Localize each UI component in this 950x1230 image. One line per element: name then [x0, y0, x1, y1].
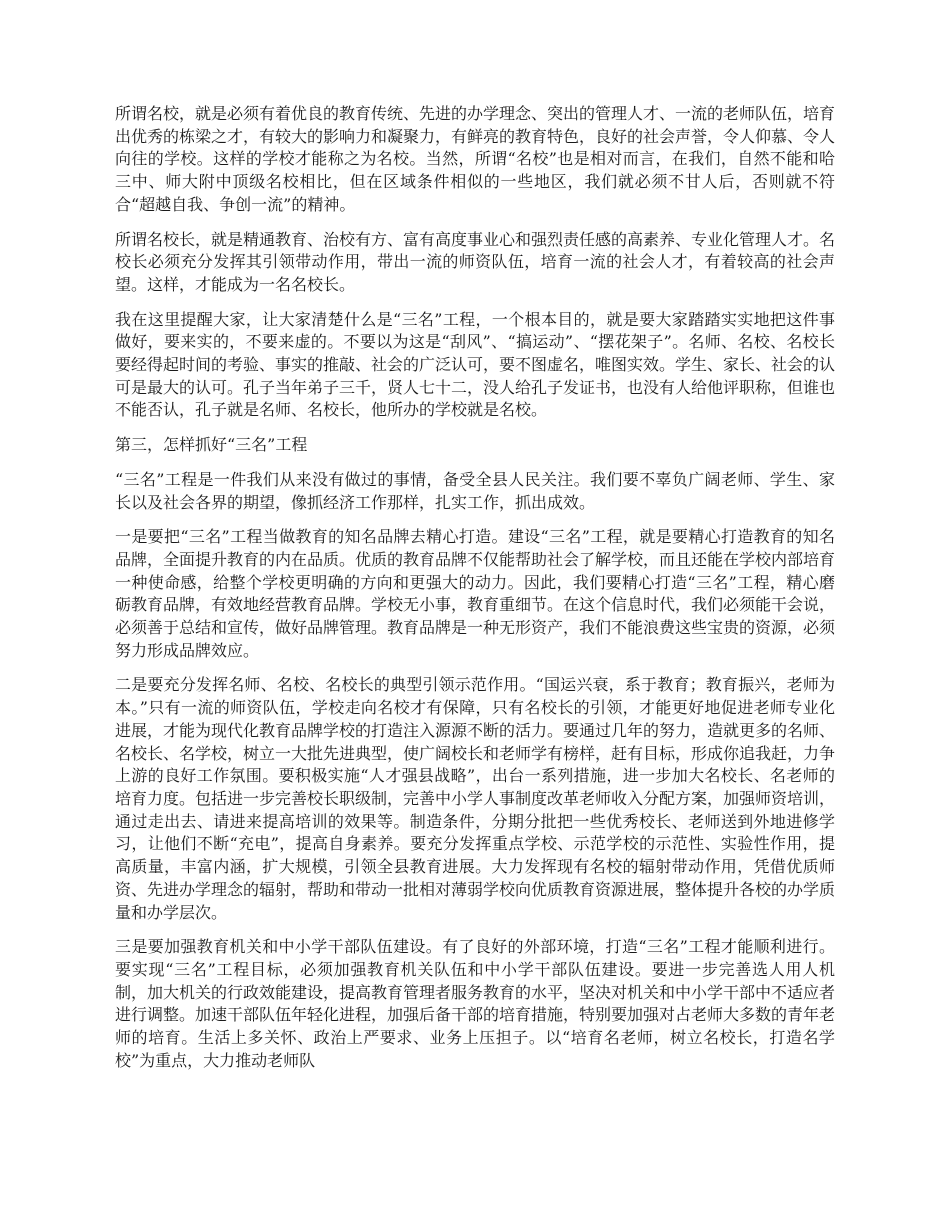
paragraph: 所谓名校长，就是精通教育、治校有方、富有高度事业心和强烈责任感的高素养、专业化管理人才。名校长必须充分发挥其引领带动作用，带出一流的师资队伍，培育一流的社会人才，有着较高的社会声望。这样，才能成为一名名校长。 [115, 229, 836, 294]
document-body [115, 103, 835, 1084]
paragraph: 所谓名校，就是必须有着优良的教育传统、先进的办学理念、突出的管理人才、一流的老师队伍，培育出优秀的栋梁之才，有较大的影响力和凝聚力，有鲜亮的教育特色，良好的社会声誉，令人仰慕、令人向往的学校。这样的学校才能称之为名校。当然，所谓“名校”也是相对而言，在我们，自然不能和哈三中、师大附中顶级名校相比，但在区域条件相似的一些地区，我们就必须不甘人后，否则就不符合“超越自我、争创一流”的精神。 [115, 104, 836, 214]
paragraph: 二是要充分发挥名师、名校、名校长的典型引领示范作用。“国运兴衰，系于教育；教育振兴，老师为本。”只有一流的师资队伍，学校走向名校才有保障，只有名校长的引领，才能更好地促进老师专业化进展，才能为现代化教育品牌学校的打造注入源源不断的活力。要通过几年的努力，造就更多的名师、名校长、名学校，树立一大批先进典型，使广阔校长和老师学有榜样，赶有目标，形成你追我赶，力争上游的良好工作氛围。要积极实施“人才强县战略”，出台一系列措施，进一步加大名校长、名老师的培育力度。包括进一步完善校长职级制，完善中小学人事制度改革老师收入分配方案，加强师资培训，通过走出去、请进来提高培训的效果等。制造条件，分期分批把一些优秀校长、老师送到外地进修学习，让他们不断“充电”，提高自身素养。要充分发挥重点学校、示范学校的示范性、实验性作用，提高质量，丰富内涵，扩大规模，引领全县教育进展。大力发挥现有名校的辐射带动作用，凭借优质师资、先进办学理念的辐射，帮助和带动一批相对薄弱学校向优质教育资源进展，整体提升各校的办学质量和办学层次。 [115, 675, 836, 922]
paragraph: 我在这里提醒大家，让大家清楚什么是“三名”工程，一个根本目的，就是要大家踏踏实实地把这件事做好，要来实的，不要来虚的。不要以为这是“刮风”、“搞运动”、“摆花架子”。名师、名校、名校长要经得起时间的考验、事实的推敲、社会的广泛认可，要不图虚名，唯图实效。学生、家长、社会的认可是最大的认可。孔子当年弟子三千，贤人七十二，没人给孔子发证书，也没有人给他评职称，但谁也不能否认，孔子就是名师、名校长，他所办的学校就是名校。 [115, 309, 836, 420]
paragraph: “三名”工程是一件我们从来没有做过的事情，备受全县人民关注。我们要不辜负广阔老师、学生、家长以及社会各界的期望，像抓经济工作那样，扎实工作，抓出成效。 [115, 469, 835, 512]
paragraph: 三是要加强教育机关和中小学干部队伍建设。有了良好的外部环境，打造“三名”工程才能顺利进行。要实现“三名”工程目标，必须加强教育机关队伍和中小学干部队伍建设。要进一步完善选人用人机制，加大机关的行政效能建设，提高教育管理者服务教育的水平，坚决对机关和中小学干部中不适应者进行调整。加速干部队伍年轻化进程，加强后备干部的培育措施，特别要加强对占老师大多数的青年老师的培育。生活上多关怀、政治上严要求、业务上压担子。以“培育名老师，树立名校长，打造名学校”为重点，大力推动老师队 [115, 937, 836, 1070]
paragraph: 一是要把“三名”工程当做教育的知名品牌去精心打造。建设“三名”工程，就是要精心打造教育的知名品牌，全面提升教育的内在品质。优质的教育品牌不仅能帮助社会了解学校，而且还能在学校内部培育一种使命感，给整个学校更明确的方向和更强大的动力。因此，我们要精心打造“三名”工程，精心磨砺教育品牌，有效地经营教育品牌。学校无小事，教育重细节。在这个信息时代，我们必须能干会说，必须善于总结和宣传，做好品牌管理。教育品牌是一种无形资产，我们不能浪费这些宝贵的资源，必须努力形成品牌效应。 [115, 527, 836, 660]
section-heading: 第三，怎样抓好“三名”工程 [115, 435, 308, 455]
